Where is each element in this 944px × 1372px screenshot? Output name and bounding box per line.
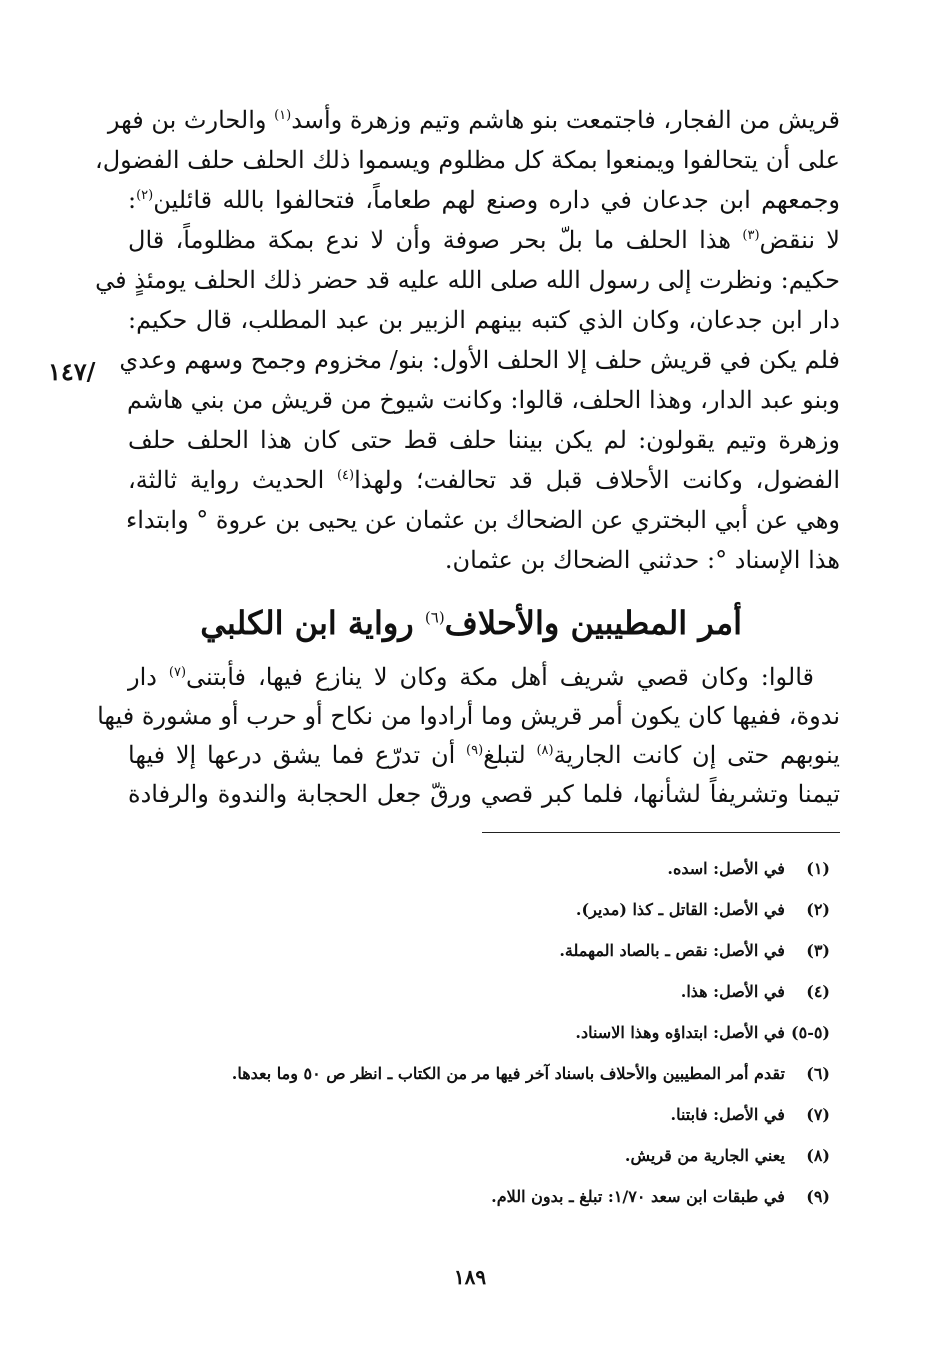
second-paragraph — [97, 658, 840, 814]
footnotes — [100, 848, 830, 1217]
footnote-ref: (٦) — [424, 608, 445, 627]
footnote-number: (٤) — [806, 982, 830, 1001]
text-line: وبنو عبد الدار، وهذا الحلف، قالوا: وكانت شيوخ من قريش من بني هاشم — [126, 386, 840, 414]
footnote — [100, 971, 830, 1012]
footnote — [100, 1176, 830, 1217]
text-line: ينوبهم حتى إن كانت الجارية$^{(٨)}$ لتبلغ$^{(٩)}$ أن تدرّع فما يشق درعها إلا فيها — [128, 741, 840, 769]
text-line: ندوة، ففيها كان يكون أمر قريش وما أرادوا من نكاح أو حرب أو مشورة فيها — [97, 702, 840, 730]
footnote-text: في الأصل: هذا. — [680, 982, 785, 1001]
footnote — [100, 1012, 830, 1053]
footnote-text: في طبقات ابن سعد ١/٧٠: تبلغ ـ بدون اللام. — [491, 1187, 785, 1206]
footnote-number: (٩) — [806, 1187, 830, 1206]
text-line: فلم يكن في قريش حلف إلا الحلف الأول: بنو/ مخزوم وجمح وسهم وعدي — [119, 346, 840, 374]
footnote-text: يعني الجارية من قريش. — [624, 1146, 785, 1165]
text-line: على أن يتحالفوا ويمنعوا بمكة كل مظلوم ويسموا ذلك الحلف حلف الفضول، — [94, 146, 840, 174]
footnote-separator — [482, 832, 840, 833]
footnote-ref: (٧) — [168, 665, 187, 680]
footnote-text: في الأصل: نقص ـ بالصاد المهملة. — [559, 941, 785, 960]
text-line: الفضول، وكانت الأحلاف قبل قد تحالفت؛ ولهذا$^{(٤)}$ الحديث رواية ثالثة، — [128, 466, 840, 494]
text-line: لا ننقض$^{(٣)}$ هذا الحلف ما بلّ بحر صوفة وأن لا ندع بمكة مظلوماً، قال — [128, 226, 840, 254]
footnote-ref: (٩) — [466, 743, 484, 758]
text-line: وهي عن أبي البختري عن الضحاك بن عثمان عن يحيى بن عروة ° وابتداء — [125, 506, 840, 534]
footnote-ref: (٨) — [536, 743, 554, 758]
footnote-number: (١) — [806, 859, 830, 878]
footnote-text: في الأصل: اسده. — [667, 859, 785, 878]
footnote-text: في الأصل: ابتداؤه وهذا الاسناد. — [575, 1023, 785, 1042]
text-line: هذا الإسناد °: حدثني الضحاك بن عثمان. — [444, 546, 840, 574]
footnote — [100, 1094, 830, 1135]
section-heading: أمر المطيبين والأحلاف$^{(٦)}$ رواية ابن الكلبي — [200, 604, 742, 642]
footnote-number: (٦) — [806, 1064, 830, 1083]
text-line: دار ابن جدعان، وكان الذي كتبه بينهم الزبير بن عبد المطلب، قال حكيم: — [128, 306, 840, 334]
footnote — [100, 848, 830, 889]
footnote-number: (٥-٥) — [791, 1023, 830, 1042]
footnote-text: في الأصل: القاتل ـ كذا (مدير). — [575, 900, 785, 919]
footnote — [100, 889, 830, 930]
text-line: وجمعهم ابن جدعان في داره وصنع لهم طعاماً، فتحالفوا بالله قائلين$^{(٢)}$: — [128, 186, 840, 214]
main-text — [94, 100, 840, 580]
footnote-ref: (١) — [274, 108, 292, 123]
page-number: ١٨٩ — [453, 1265, 487, 1289]
footnote-ref: (٤) — [336, 468, 355, 483]
text-line: قالوا: وكان قصي شريف أهل مكة وكان لا ينازع فيها، فأبتنى$^{(٧)}$ دار — [128, 663, 814, 691]
footnote-number: (٨) — [806, 1146, 830, 1165]
text-line: قريش من الفجار، فاجتمعت بنو هاشم وتيم وزهرة وأسد$^{(١)}$ والحارث بن فهر — [107, 106, 840, 134]
footnote — [100, 1053, 830, 1094]
text-line: حكيم: ونظرت إلى رسول الله صلى الله عليه قد حضر ذلك الحلف يومئذٍ في — [95, 266, 840, 294]
footnote-number: (٧) — [806, 1105, 830, 1124]
footnote — [100, 930, 830, 971]
footnote-text: في الأصل: فابتنا. — [670, 1105, 785, 1124]
text-line: وزهرة وتيم يقولون: لم يكن بيننا حلف قط حتى كان هذا الحلف حلف — [128, 426, 840, 454]
footnote — [100, 1135, 830, 1176]
footnote-number: (٣) — [806, 941, 830, 960]
footnote-ref: (٢) — [136, 188, 154, 203]
footnote-ref: (٣) — [742, 228, 760, 243]
footnote-text: تقدم أمر المطيبين والأحلاف باسناد آخر فيها مر من الكتاب ـ انظر ص ٥٠ وما بعدها. — [231, 1064, 785, 1083]
footnote-number: (٢) — [806, 900, 830, 919]
margin-page-reference: /١٤٧ — [48, 357, 96, 386]
text-line: تيمنا وتشريفاً لشأنها، فلما كبر قصي ورقّ جعل الحجابة والندوة والرفادة — [128, 780, 840, 808]
